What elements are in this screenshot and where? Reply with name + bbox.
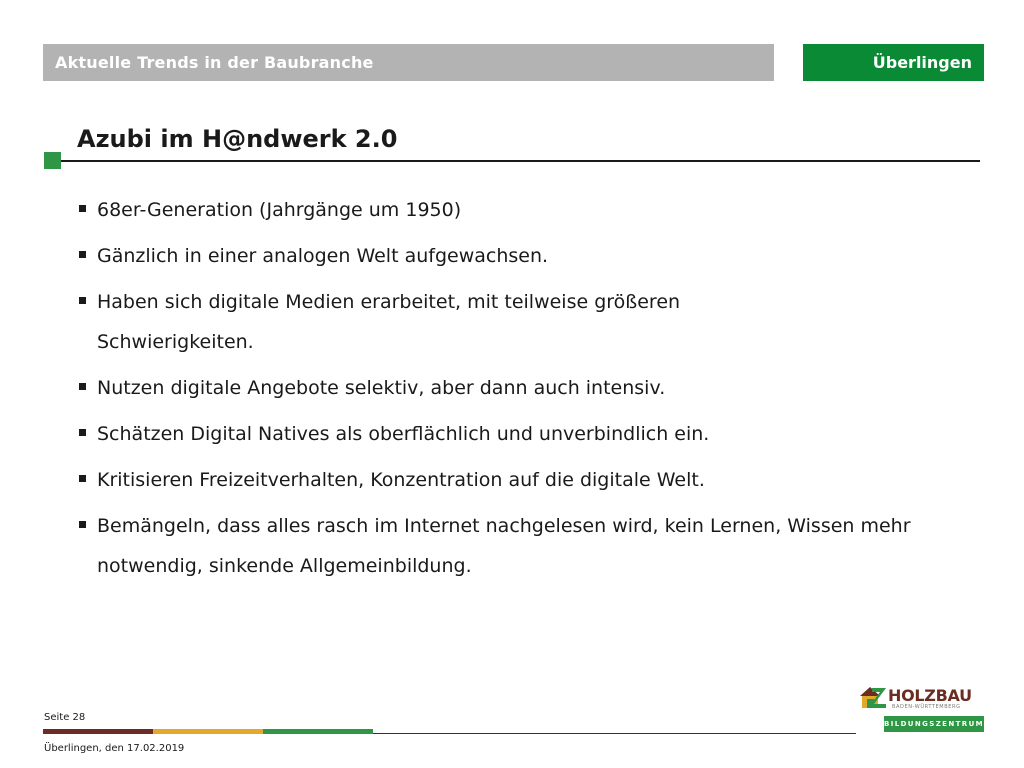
bullet-square-icon bbox=[79, 251, 86, 258]
bullet-text: Schätzen Digital Natives als oberflächlich und unverbindlich ein. bbox=[97, 423, 710, 445]
holzbau-logo bbox=[858, 684, 984, 736]
bullet-square-icon bbox=[79, 475, 86, 482]
logo-region: BADEN-WÜRTTEMBERG bbox=[892, 704, 961, 710]
logo-unit-bar bbox=[884, 716, 984, 732]
footer-color-bar bbox=[43, 729, 856, 735]
bullet-text: Bemängeln, dass alles rasch im Internet nachgelesen wird, kein Lernen, Wissen mehr notwendig, sinkende Allgemeinbildung. bbox=[97, 515, 911, 577]
footer-bar-green bbox=[263, 729, 373, 734]
footer-date: Überlingen, den 17.02.2019 bbox=[44, 743, 185, 754]
bullet-text: Gänzlich in einer analogen Welt aufgewachsen. bbox=[97, 245, 549, 267]
title-marker bbox=[44, 152, 61, 169]
title-divider bbox=[61, 160, 980, 162]
bullet-text: 68er-Generation (Jahrgänge um 1950) bbox=[97, 199, 462, 221]
bullet-item bbox=[77, 190, 982, 230]
slide-title: Azubi im H@ndwerk 2.0 bbox=[77, 125, 398, 153]
bullet-text: Nutzen digitale Angebote selektiv, aber dann auch intensiv. bbox=[97, 377, 666, 399]
footer-bar-brown bbox=[43, 729, 153, 734]
bullet-item bbox=[77, 236, 982, 276]
page-number: Seite 28 bbox=[44, 712, 86, 723]
bullet-list bbox=[77, 190, 982, 592]
logo-name: HOLZBAU bbox=[888, 686, 972, 705]
topic-bar bbox=[43, 44, 774, 81]
topic-title: Aktuelle Trends in der Baubranche bbox=[55, 53, 374, 72]
location-label: Überlingen bbox=[872, 53, 972, 72]
footer-bar-yellow bbox=[153, 729, 263, 734]
footer-rule bbox=[373, 733, 856, 734]
bullet-text: Kritisieren Freizeitverhalten, Konzentration auf die digitale Welt. bbox=[97, 469, 705, 491]
house-logo-icon bbox=[858, 684, 888, 710]
bullet-item bbox=[77, 368, 982, 408]
bullet-square-icon bbox=[79, 429, 86, 436]
bullet-item bbox=[77, 414, 982, 454]
bullet-item bbox=[77, 506, 982, 586]
bullet-item bbox=[77, 460, 982, 500]
bullet-square-icon bbox=[79, 521, 86, 528]
bullet-item bbox=[77, 282, 757, 362]
location-badge bbox=[803, 44, 984, 81]
bullet-text: Haben sich digitale Medien erarbeitet, mit teilweise größeren Schwierigkeiten. bbox=[97, 291, 681, 353]
bullet-square-icon bbox=[79, 383, 86, 390]
bullet-square-icon bbox=[79, 205, 86, 212]
bullet-square-icon bbox=[79, 297, 86, 304]
logo-unit: BILDUNGSZENTRUM bbox=[883, 720, 985, 728]
